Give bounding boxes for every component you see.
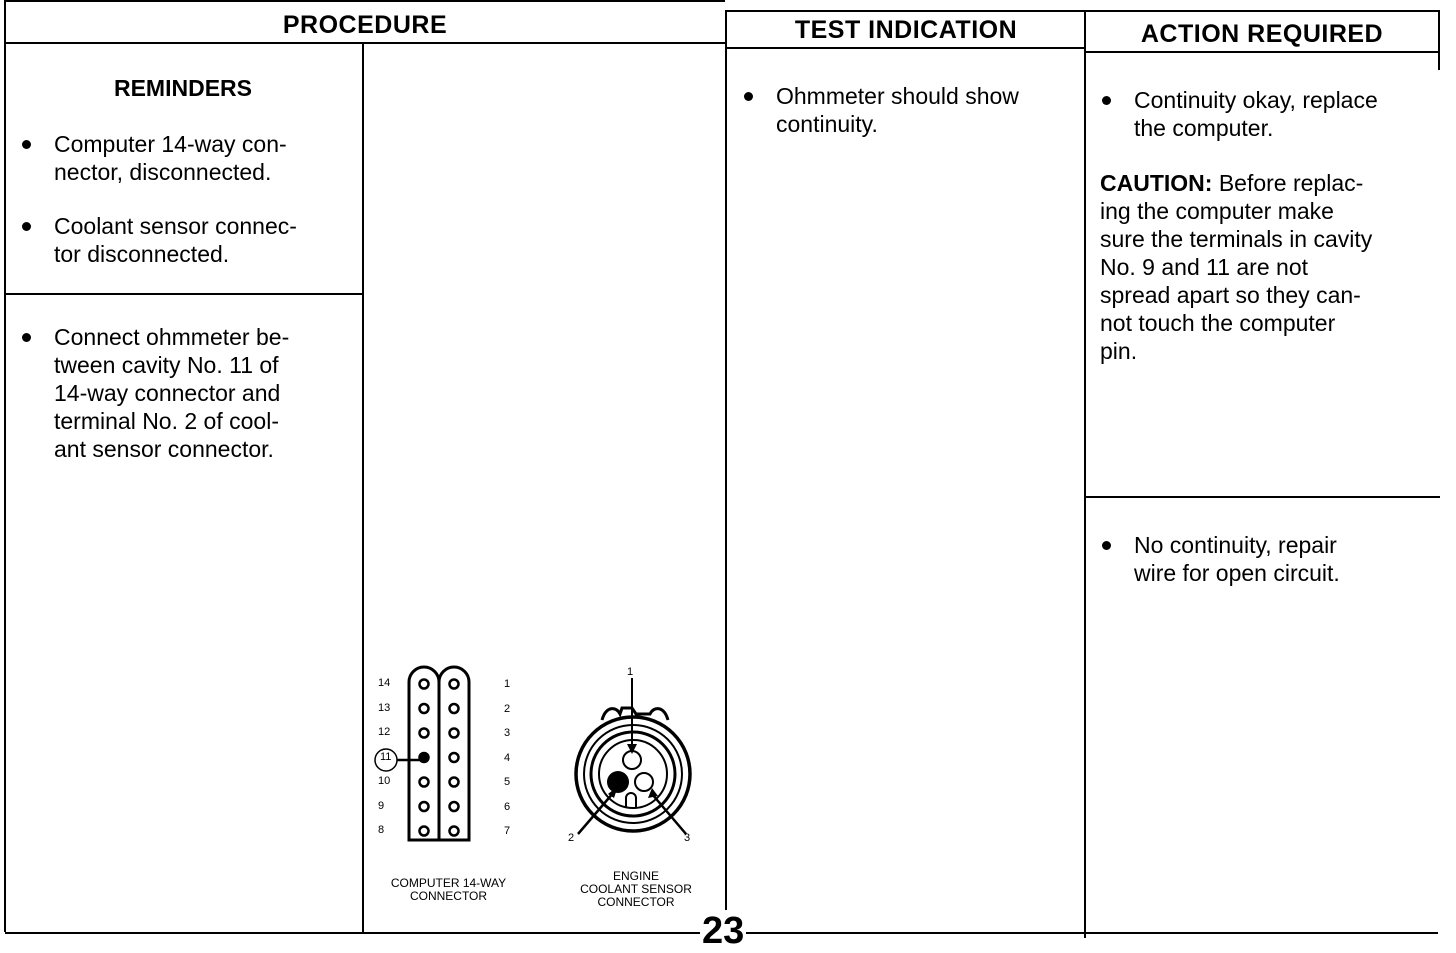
reminder-item: Computer 14-way con- nector, disconnected. [20, 130, 350, 186]
col-divider-procedure [362, 43, 364, 933]
header-rule-procedure [5, 42, 727, 44]
coolant-sensor-connector-diagram [560, 662, 710, 852]
action-continuity-okay [1100, 86, 1430, 142]
reminders-list [20, 130, 350, 268]
top-border-line [5, 0, 725, 2]
header-rule-test [726, 47, 1086, 49]
test-indication [742, 82, 1077, 138]
connector-cavity [450, 778, 459, 787]
test-indication-text: Ohmmeter should show continuity. [742, 82, 1077, 138]
action-continuity-okay-text: Continuity okay, replace the computer. [1100, 86, 1430, 142]
sensor-pin-label: 3 [684, 832, 691, 844]
connector-cavity [420, 827, 429, 836]
caution-text: Before replac- ing the computer make sure the terminals in cavity No. 9 and 11 are not spread apart so they can- not touch the computer pin. [1100, 170, 1373, 364]
reminders-rule [5, 293, 363, 295]
procedure-step [20, 323, 350, 463]
connector-pin-label: 4 [504, 751, 511, 764]
col-divider-test [725, 10, 727, 934]
connector-cavity [450, 827, 459, 836]
connector-pin-label: 8 [378, 824, 385, 836]
connector-outline-icon [366, 660, 546, 850]
sensor-pin-label: 1 [627, 666, 634, 678]
connector-pin-label: 12 [378, 726, 391, 738]
action-no-continuity [1100, 531, 1430, 587]
connector-pin-label: 2 [504, 702, 511, 715]
caution-label: CAUTION: [1100, 170, 1213, 196]
connector-cavity [450, 802, 459, 811]
computer-connector-caption: COMPUTER 14-WAY CONNECTOR [390, 876, 507, 903]
connector-pin-label: 5 [504, 776, 511, 788]
page-number: 23 [702, 910, 745, 952]
connector-pin-label: 11 [380, 750, 392, 763]
connector-pin-label: 1 [504, 678, 511, 690]
connector-cavity [420, 778, 429, 787]
connector-cavity [420, 704, 429, 713]
connector-cavity [450, 680, 459, 689]
reminders-title: REMINDERS [113, 75, 252, 101]
right-border [1438, 10, 1440, 70]
left-border [4, 0, 6, 932]
table-top-test [726, 10, 1440, 12]
reminder-item: Coolant sensor connec- tor disconnected. [20, 212, 350, 268]
action-required-header: ACTION REQUIRED [1140, 20, 1384, 48]
connector-pin-label: 14 [378, 677, 391, 689]
computer-14-way-connector-diagram [366, 660, 546, 850]
procedure-header: PROCEDURE [282, 11, 448, 39]
test-indication-header: TEST INDICATION [794, 16, 1018, 44]
action-no-continuity-text: No continuity, repair wire for open circuit. [1100, 531, 1430, 587]
connector-pin-label: 7 [504, 825, 511, 837]
connector-cavity [420, 802, 429, 811]
connector-pin-label: 9 [378, 799, 385, 812]
connector-cavity [450, 704, 459, 713]
header-rule-action [1086, 51, 1440, 53]
sensor-connector-caption: ENGINE COOLANT SENSOR CONNECTOR [580, 869, 692, 909]
connector-cavity [420, 729, 429, 738]
sensor-connector-icon [560, 662, 710, 852]
procedure-step-text: Connect ohmmeter be- tween cavity No. 11 of 14-way connector and terminal No. 2 of cool- ant sensor connector. [20, 323, 350, 463]
sensor-pin-label: 2 [568, 832, 575, 844]
connector-cavity [420, 680, 429, 689]
action-rule [1086, 496, 1440, 498]
connector-cavity [450, 753, 459, 762]
connector-pin-label: 3 [504, 727, 511, 739]
connector-cavity [450, 729, 459, 738]
connector-pin-label: 6 [504, 800, 511, 813]
caution-note [1100, 169, 1435, 365]
connector-pin-label: 10 [378, 775, 391, 787]
connector-pin-label: 13 [378, 701, 391, 714]
col-divider-action [1084, 10, 1086, 938]
